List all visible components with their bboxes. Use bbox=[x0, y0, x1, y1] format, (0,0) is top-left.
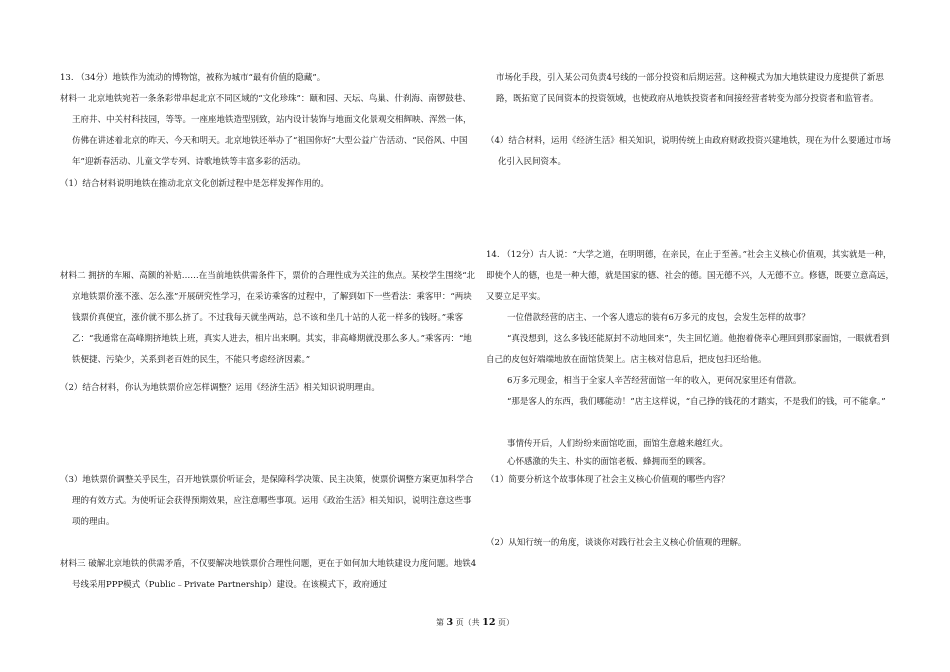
question-13-header: 13. （34分）地铁作为流动的博物馆，被称为城市“最有价值的隐藏”。 bbox=[60, 73, 326, 83]
page-number: 3 bbox=[446, 617, 454, 628]
footer-prefix: 第 bbox=[435, 618, 444, 627]
material-3-continued: 市场化手段，引入某公司负责4号线的一部分投资和后期运营。这种模式为加大地铁建设力度提供了新思路，既拓宽了民间资本的投资领域，也使政府从地铁投资者和间接经营者转变为部分投资者和监管者。 bbox=[496, 73, 884, 104]
question-13-1: （1）结合材料说明地铁在推动北京文化创新过程中是怎样发挥作用的。 bbox=[60, 179, 329, 189]
material-1: 材料一 北京地铁宛若一条条彩带串起北京不同区域的“文化珍珠”：颐和园、天坛、鸟巢、什刹海、南锣鼓巷、王府井、中关村科技园，等等。一座座地铁造型别致，站内设计装饰与地面文化景观交相辉映、浑然一体，仿佛在讲述着北京的昨天、今天和明天。北京地铁还举办了“祖国你好”大型公益广告活动、“民俗风、中国年”迎新春活动、儿童文学专列、诗歌地铁等丰富多彩的活动。 bbox=[60, 94, 472, 167]
question-14-1: （1）简要分析这个故事体现了社会主义核心价值观的哪些内容？ bbox=[486, 475, 730, 485]
story-paragraph-6: 心怀感激的失主、朴实的面馆老板、蜂拥而至的顾客。 bbox=[507, 457, 712, 467]
story-paragraph-5: 事情传开后，人们纷纷来面馆吃面，面馆生意越来越红火。 bbox=[507, 439, 729, 449]
page-footer bbox=[0, 617, 950, 628]
story-paragraph-1: 一位借款经营的店主、一个客人遗忘的装有6万多元的皮包，会发生怎样的故事？ bbox=[507, 313, 810, 323]
footer-mid: 页（共 bbox=[455, 618, 480, 627]
material-3: 材料三 破解北京地铁的供需矛盾，不仅要解决地铁票价合理性问题，更在于如何加大地铁建设力度问题。地铁4号线采用PPP模式（Public﹣Private Partnership）建设。在该模式下，政府通过 bbox=[60, 559, 477, 590]
material-2: 材料二 拥挤的车厢、高额的补贴……在当前地铁供需条件下，票价的合理性成为关注的焦点。某校学生围绕“北京地铁票价涨不涨、怎么涨”开展研究性学习，在采访乘客的过程中，了解到如下一些看法：乘客甲：“两块钱票价真便宜，涨价就不那么挤了。不过我每天就坐两站，总不该和坐几十站的人花一样多的钱呀。”乘客乙：“我通常在高峰期挤地铁上班，真实人进去，相片出来啊。其实，非高峰期就没那么多人。”乘客丙：“地铁便捷、污染少，关系到老百姓的民生，不能只考虑经济因素。” bbox=[60, 271, 476, 365]
story-paragraph-4: “那是客人的东西，我们哪能动！”店主这样说，“自己挣的钱花的才踏实，不是我们的钱，可不能拿。” bbox=[507, 397, 886, 407]
question-13-3: （3）地铁票价调整关乎民生，召开地铁票价听证会，是保障科学决策、民主决策，使票价调整方案更加科学合理的有效方式。为使听证会获得预期效果，应注意哪些事项。运用《政治生活》相关知识，说明注意这些事项的理由。 bbox=[60, 475, 474, 527]
story-paragraph-2: “真没想到，这么多钱还能原封不动地回来”，失主回忆道。他抱着侥幸心理回到那家面馆，一眼就看到自己的皮包好端端地放在面馆货架上。店主核对信息后，把皮包扫还给他。 bbox=[486, 334, 890, 365]
question-13-2: （2）结合材料，你认为地铁票价应怎样调整？运用《经济生活》相关知识说明理由。 bbox=[60, 383, 380, 393]
question-14-2: （2）从知行统一的角度，谈谈你对践行社会主义核心价值观的理解。 bbox=[486, 538, 747, 548]
question-13-4: （4）结合材料，运用《经济生活》相关知识，说明传统上由政府财政投资兴建地铁，现在为什么要通过市场化引入民间资本。 bbox=[486, 136, 891, 167]
story-paragraph-3: 6万多元现金，相当于全家人辛苦经营面馆一年的收入，更何况家里还有借款。 bbox=[507, 376, 802, 386]
question-14-header: 14. （12分）古人说：“大学之道，在明明德，在亲民，在止于至善。”社会主义核心价值观，其实就是一种，即使个人的德，也是一种大德，就是国家的德、社会的德。国无德不兴，人无德不立。修德，既要立意高远，又要立足平实。 bbox=[486, 250, 895, 302]
page-total: 12 bbox=[482, 617, 496, 628]
footer-suffix: 页） bbox=[498, 618, 515, 627]
